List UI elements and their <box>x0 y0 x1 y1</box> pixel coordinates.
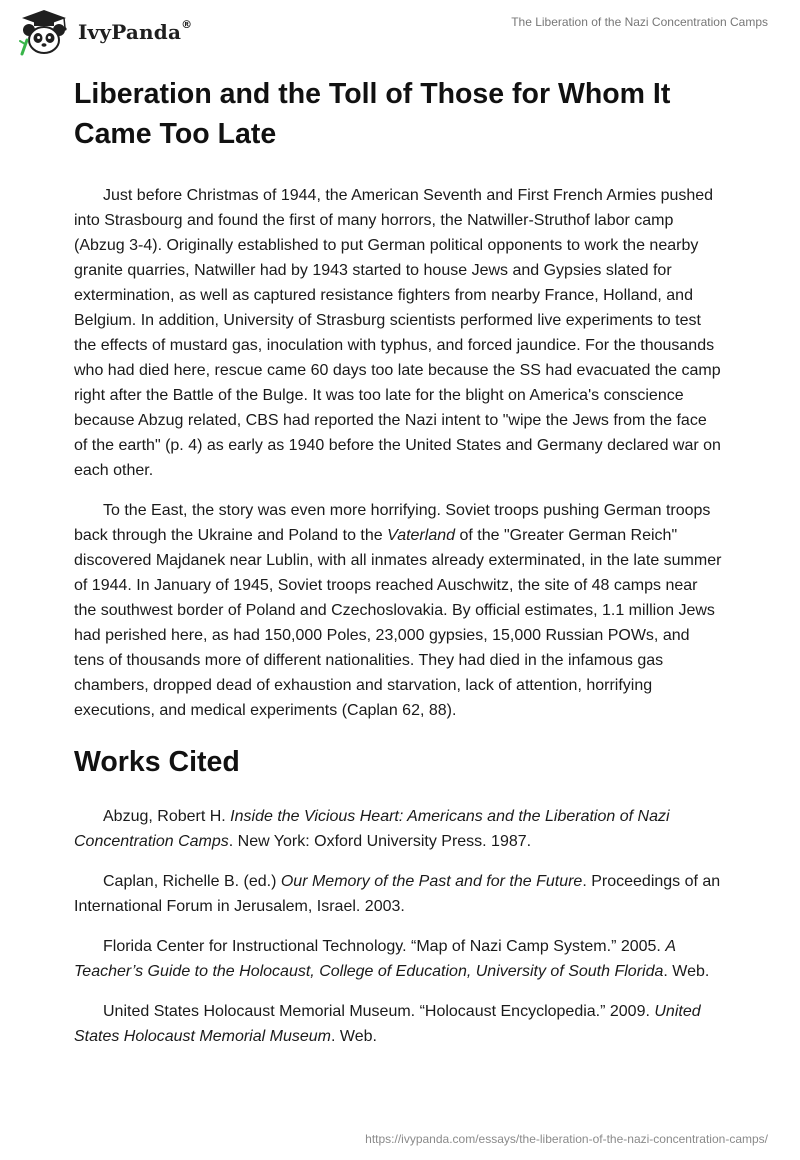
text-run: United States Holocaust Memorial Museum. “Holocaust Encyclopedia.” 2009. <box>103 1003 655 1020</box>
text-run: Abzug, Robert H. <box>103 808 231 825</box>
italic-text: United States Holocaust Memorial Museum <box>74 1003 701 1045</box>
italic-text: Vaterland <box>387 527 456 544</box>
citation-entry <box>74 869 724 919</box>
brand-text: IvyPanda <box>78 20 182 44</box>
text-run: Florida Center for Instructional Technology. “Map of Nazi Camp System.” 2005. <box>103 938 666 955</box>
page-header <box>0 0 800 70</box>
body-paragraph <box>74 183 724 483</box>
text-run: . Proceedings of an International Forum in Jerusalem, Israel. 2003. <box>74 873 721 915</box>
trademark-mark: ® <box>181 18 193 31</box>
citation-entry <box>74 804 724 854</box>
italic-text: Inside the Vicious Heart: Americans and the Liberation of Nazi Concentration Camps <box>74 808 670 850</box>
text-run: Just before Christmas of 1944, the American Seventh and First French Armies pushed into Strasbourg and found the first of many horrors, the Natwiller-Struthof labor camp (Abzug 3-4). Originally established to put German political opponents to work the nearby granite quarries, Natwiller had by 1943 started to house Jews and Gypsies slated for extermination, as well as captured resistance fighters from nearby France, Holland, and Belgium. In addition, University of Strasburg scientists performed live experiments to test the effects of mustard gas, inoculation with typhus, and forced jaundice. For the thousands who had died here, rescue came 60 days too late because the SS had evacuated the camp right after the Battle of the Bulge. It was too late for the blight on America's conscience because Abzug related, CBS had reported the Nazi intent to "wipe the Jews from the face of the earth" (p. 4) as early as 1940 before the United States and Germany declared war on each other. <box>74 187 721 479</box>
text-run: of the "Greater German Reich" discovered Majdanek near Lublin, with all inmates already exterminated, in the late summer of 1944. In January of 1945, Soviet troops reached Auschwitz, the site of 48 camps near the southwest border of Poland and Czechoslovakia. By official estimates, 1.1 million Jews had perished here, as had 150,000 Poles, 23,000 gypsies, 15,000 Russian POWs, and tens of thousands more of different nationalities. They had died in the infamous gas chambers, dropped dead of exhaustion and starvation, lack of attention, horrifying executions, and medical experiments (Caplan 62, 88). <box>74 527 722 719</box>
works-cited-heading: Works Cited <box>74 746 240 778</box>
running-title: The Liberation of the Nazi Concentration Camps <box>511 15 768 29</box>
italic-text: Our Memory of the Past and for the Future <box>280 873 583 890</box>
citation-entry <box>74 934 724 984</box>
text-run: . Web. <box>663 963 710 980</box>
body-paragraph <box>74 498 724 723</box>
text-run: . New York: Oxford University Press. 1987. <box>228 833 532 850</box>
panda-logo-icon[interactable] <box>14 8 74 58</box>
source-url[interactable]: https://ivypanda.com/essays/the-liberation-of-the-nazi-concentration-camps/ <box>365 1132 768 1146</box>
citation-entry <box>74 999 724 1049</box>
essay-content <box>74 68 724 1049</box>
text-run: To the East, the story was even more horrifying. Soviet troops pushing German troops back through the Ukraine and Poland to the <box>74 502 711 544</box>
text-run: . Web. <box>330 1028 377 1045</box>
text-run: Caplan, Richelle B. (ed.) <box>103 873 281 890</box>
brand-name[interactable] <box>78 20 192 44</box>
section-heading: Liberation and the Toll of Those for Whom It Came Too Late <box>74 78 671 150</box>
italic-text: A Teacher’s Guide to the Holocaust, College of Education, University of South Florida <box>74 938 676 980</box>
